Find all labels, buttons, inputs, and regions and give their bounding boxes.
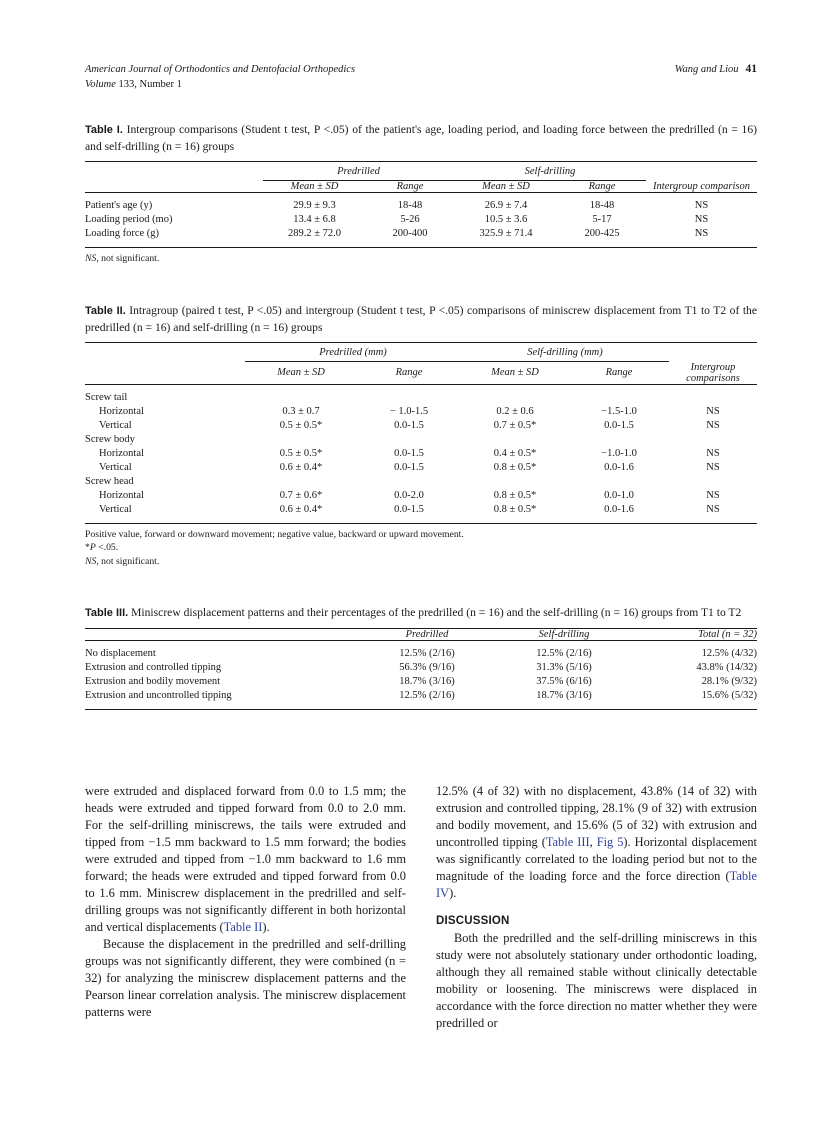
table-2-row-4-cell-2: 0.4 ± 0.5* (493, 447, 537, 459)
table-2-group-predrilled: Predrilled (mm) (245, 343, 461, 362)
table-2-row-2-cell-3: 0.0-1.5 (604, 419, 634, 431)
table-3-row-0-cell-2: 12.5% (4/32) (631, 640, 757, 661)
table-3-caption-text: Miniscrew displacement patterns and their percentages of the predrilled (n = 16) and the self-drilling (n = 16) groups from T1 to T2 (131, 606, 742, 619)
table-2-sub-header-row (85, 362, 757, 385)
table-2-subhead-3: Mean ± SD (491, 367, 539, 379)
table-1-subhead-1: Mean ± SD (290, 181, 339, 192)
table-2-row-4-label: Horizontal (99, 447, 144, 459)
right-paragraph-2: Both the predrilled and the self-drilling miniscrews in this study were not absolutely stationary under orthodontic loading, although they all remained stable without clinically detectable mobility or loosening. The miniscrews were displaced in accordance with the force direction no matter whether they were predrilled or (436, 931, 757, 1030)
table-1 (85, 161, 757, 248)
table-row (85, 640, 757, 661)
table-3-row-3-label: Extrusion and uncontrolled tipping (85, 689, 357, 710)
table-3-row-1-cell-0: 56.3% (9/16) (399, 661, 455, 673)
left-paragraph-2: Because the displacement in the predrilled and self-drilling groups was not significantly different, they were combined (n = 32) for analyzing the miniscrew displacement patterns and the Pearson linear correlation analysis. The miniscrew displacement patterns were (85, 937, 406, 1019)
volume-issue-value: 133, Number 1 (118, 79, 182, 90)
table-2-row-6-cell-4 (669, 475, 757, 489)
table-1-row-0-cell-2: 26.9 ± 7.4 (454, 193, 558, 214)
table-1-row-1-cell-2: 10.5 ± 3.6 (484, 214, 528, 225)
table-2-row-5-cell-4: NS (706, 461, 720, 473)
table-3-row-1-cell-2: 43.8% (14/32) (696, 661, 757, 673)
left-para-1-text-a: were extruded and displaced forward from 0.0 to 1.5 mm; the heads were extruded and tipped forward from 0.0 to 2.0 mm. For the self-drilling miniscrews, the tails were extruded and tipped from −1.5 mm backward to 1.5 mm forward; the bodies were extruded and tipped from −1.0 mm backward to 1.6 mm forward; the heads were extruded and tipped forward from 0.0 to 1.6 mm. Miniscrew displacement in the predrilled and self-drilling groups was not significantly different in both horizontal and vertical displacements ( (85, 784, 406, 934)
table-1-row-1-cell-3: 5-17 (592, 214, 612, 225)
table-3-number: Table III. (85, 607, 129, 619)
table-2-row-2-label: Vertical (99, 419, 132, 431)
table-2 (85, 342, 757, 524)
running-head (85, 62, 757, 92)
table-1-row-2-cell-4: NS (646, 227, 757, 248)
table-2-row-7-label: Horizontal (99, 489, 144, 501)
table-2-block (85, 303, 757, 568)
table-2-row-2-cell-0: 0.5 ± 0.5* (279, 419, 323, 431)
table-2-row-0-cell-1 (357, 384, 461, 405)
table-2-row-7-cell-1: 0.0-2.0 (394, 489, 424, 501)
table-2-row-1-label: Horizontal (99, 405, 144, 417)
table-1-note-0: NS, not significant. (85, 253, 160, 264)
table-2-group-header-row (85, 343, 757, 362)
running-head-right (675, 62, 757, 77)
table-1-row-0-label: Patient's age (y) (85, 193, 263, 214)
table-2-note-0: Positive value, forward or downward movement; negative value, backward or upward movement. (85, 528, 464, 540)
table-2-row-8-cell-3: 0.0-1.6 (569, 503, 669, 524)
table-2-row-8-label: Vertical (85, 503, 245, 524)
table-1-row-1-cell-0: 13.4 ± 6.8 (293, 214, 336, 225)
right-paragraph-1 (436, 783, 757, 902)
table-1-row-0-cell-4: NS (646, 193, 757, 214)
right-column (436, 783, 757, 1032)
table-1-row-2-cell-2: 325.9 ± 71.4 (454, 227, 558, 248)
right-para-1-text-a: 12.5% (4 of 32) with no displacement, 43.8% (14 of 32) with extrusion and controlled tipping, 28.1% (9 of 32) with extrusion and bodily movement, and 15.6% (5 of 32) with extrusion and uncontrolled tipping ( (436, 784, 757, 849)
table-1-number: Table I. (85, 124, 123, 136)
table-2-row-6-cell-0 (245, 475, 357, 489)
table-2-caption (85, 303, 757, 336)
table-1-group-blank (85, 162, 263, 181)
volume-issue (85, 77, 355, 92)
table-3-row-2-cell-2: 28.1% (9/32) (701, 675, 757, 687)
table-1-row-0-cell-0: 29.9 ± 9.3 (263, 193, 366, 214)
table-2-row-6-cell-3 (569, 475, 669, 489)
table-2-row-4-cell-0: 0.5 ± 0.5* (279, 447, 323, 459)
table-2-subhead-4: Range (605, 367, 633, 379)
table-2-number: Table II. (85, 305, 126, 317)
table-2-row-1-cell-0: 0.3 ± 0.7 (282, 405, 320, 417)
table-3-row-3-cell-0: 12.5% (2/16) (357, 689, 497, 710)
table-2-row-0-cell-4 (669, 384, 757, 405)
table-1-row-1-cell-4: NS (694, 214, 709, 225)
left-column (85, 783, 406, 1032)
body-text-columns (85, 783, 757, 1032)
table-1-row-1-cell-1: 5-26 (400, 214, 420, 225)
table-2-note-2: NS, not significant. (85, 555, 160, 567)
table-1-subhead-4: Range (588, 181, 616, 192)
table-2-row-7-cell-3: 0.0-1.0 (604, 489, 634, 501)
table-1-subhead-2: Range (396, 181, 424, 192)
crossref-fig-5[interactable]: Fig 5 (596, 835, 624, 849)
table-2-row-4-cell-3: −1.0-1.0 (601, 447, 637, 459)
author-names: Wang and Liou (674, 64, 739, 75)
table-3-caption (85, 605, 757, 622)
table-2-row-1-cell-4: NS (706, 405, 720, 417)
table-3-row-3-cell-2: 15.6% (5/32) (631, 689, 757, 710)
table-row (85, 447, 757, 461)
table-2-note-1: *P <.05. (85, 542, 119, 553)
right-para-1-text-b: ). Horizontal displacement was significantly correlated to the loading period but not to the magnitude of the loading force and the force direction ( (436, 835, 757, 883)
table-2-row-3-cell-3 (569, 433, 669, 447)
journal-name: American Journal of Orthodontics and Dentofacial Orthopedics (85, 64, 356, 75)
table-3-row-0-cell-0: 12.5% (2/16) (357, 640, 497, 661)
table-1-block (85, 122, 757, 266)
table-2-row-8-cell-2: 0.8 ± 0.5* (461, 503, 569, 524)
table-2-row-6-cell-1 (357, 475, 461, 489)
table-2-row-5-cell-2: 0.8 ± 0.5* (493, 461, 537, 473)
table-2-row-1-cell-2: 0.2 ± 0.6 (496, 405, 534, 417)
table-row (85, 475, 757, 489)
table-2-group-blank-2 (669, 343, 757, 362)
table-1-row-2-cell-3: 200-425 (558, 227, 646, 248)
table-3-header-3: Total (n = 32) (631, 628, 757, 640)
table-row (85, 213, 757, 227)
table-1-group-predrilled: Predrilled (263, 162, 454, 181)
table-row (85, 661, 757, 675)
right-para-1-text-c: ). (449, 886, 457, 900)
left-para-1-text-b: ). (262, 920, 270, 934)
table-row (85, 503, 757, 524)
table-1-caption (85, 122, 757, 155)
table-1-group-blank-2 (646, 162, 757, 181)
table-2-row-7-cell-0: 0.7 ± 0.6* (279, 489, 323, 501)
table-2-row-2-cell-1: 0.0-1.5 (394, 419, 424, 431)
table-1-row-0-cell-3: 18-48 (558, 193, 646, 214)
table-2-row-5-cell-3: 0.0-1.6 (604, 461, 634, 473)
crossref-table-4[interactable]: Table IV (436, 869, 757, 900)
table-2-row-5-label: Vertical (99, 461, 132, 473)
table-row (85, 489, 757, 503)
table-2-row-0-cell-2 (461, 384, 569, 405)
table-3-row-2-cell-0: 18.7% (3/16) (399, 675, 455, 687)
table-2-row-3-cell-1 (357, 433, 461, 447)
table-2-row-3-cell-4 (669, 433, 757, 447)
table-1-row-0-cell-1: 18-48 (366, 193, 454, 214)
table-row (85, 461, 757, 475)
section-heading-discussion: DISCUSSION (436, 915, 510, 927)
table-2-row-3-cell-0 (245, 433, 357, 447)
page-number: 41 (745, 63, 757, 75)
running-head-left (85, 62, 355, 92)
crossref-table-3[interactable]: Table III (545, 835, 590, 849)
table-2-row-7-cell-4: NS (706, 489, 720, 501)
table-2-subhead-1: Mean ± SD (277, 367, 325, 379)
table-3-row-0-label: No displacement (85, 640, 357, 661)
table-row (85, 405, 757, 419)
left-paragraph-1 (85, 783, 406, 936)
table-2-row-7-cell-2: 0.8 ± 0.5* (493, 489, 537, 501)
table-2-notes (85, 524, 757, 569)
table-3-header-0 (85, 628, 357, 640)
table-3-row-0-cell-1: 12.5% (2/16) (497, 640, 631, 661)
table-2-row-4-cell-1: 0.0-1.5 (394, 447, 424, 459)
table-3-header-1: Predrilled (357, 628, 497, 640)
table-2-row-1-cell-1: − 1.0-1.5 (389, 405, 429, 417)
table-row (85, 675, 757, 689)
table-2-subhead-0 (85, 362, 245, 385)
table-1-row-2-cell-0: 289.2 ± 72.0 (263, 227, 366, 248)
table-3-row-1-cell-1: 31.3% (5/16) (536, 661, 592, 673)
table-1-subhead-0 (85, 181, 263, 193)
table-2-group-selfdrilling: Self-drilling (mm) (461, 343, 669, 362)
table-row (85, 419, 757, 433)
table-2-row-1-cell-3: −1.5-1.0 (601, 405, 637, 417)
table-2-row-2-cell-2: 0.7 ± 0.5* (493, 419, 537, 431)
table-1-row-2-label: Loading force (g) (85, 227, 263, 248)
table-row (85, 433, 757, 447)
table-row (85, 193, 757, 214)
table-2-row-6-cell-2 (461, 475, 569, 489)
table-2-row-5-cell-1: 0.0-1.5 (394, 461, 424, 473)
table-3-header-row (85, 628, 757, 640)
table-2-row-6-label: Screw head (85, 475, 134, 487)
table-2-subhead-5: Intergroup comparisons (686, 361, 740, 384)
table-2-row-8-cell-1: 0.0-1.5 (357, 503, 461, 524)
table-2-row-8-cell-4: NS (669, 503, 757, 524)
table-2-caption-text: Intragroup (paired t test, P <.05) and intergroup (Student t test, P <.05) comparisons of miniscrew displacement from T1 to T2 of the predrilled (n = 16) and self-drilling (n = 16) groups (85, 304, 757, 334)
table-3-row-3-cell-1: 18.7% (3/16) (497, 689, 631, 710)
right-para-1-sep: , (589, 835, 597, 849)
table-2-group-blank (85, 343, 245, 362)
table-3-block (85, 605, 757, 710)
table-2-row-4-cell-4: NS (706, 447, 720, 459)
table-3 (85, 628, 757, 710)
table-3-row-2-cell-1: 37.5% (6/16) (536, 675, 592, 687)
table-2-row-3-label: Screw body (85, 433, 135, 445)
table-1-row-2-cell-1: 200-400 (366, 227, 454, 248)
table-2-row-5-cell-0: 0.6 ± 0.4* (279, 461, 323, 473)
table-2-row-0-cell-0 (245, 384, 357, 405)
table-1-row-1-label: Loading period (mo) (85, 214, 173, 225)
table-1-caption-text: Intergroup comparisons (Student t test, P <.05) of the patient's age, loading period, and loading force between the predrilled (n = 16) and self-drilling (n = 16) groups (85, 123, 757, 153)
table-row (85, 689, 757, 710)
table-1-group-selfdrilling: Self-drilling (454, 162, 646, 181)
table-2-row-2-cell-4: NS (706, 419, 720, 431)
table-3-row-1-label: Extrusion and controlled tipping (85, 661, 222, 673)
table-2-subhead-2: Range (395, 367, 423, 379)
table-2-row-0-label: Screw tail (85, 384, 245, 405)
crossref-table-2[interactable]: Table II (223, 920, 263, 934)
table-2-row-3-cell-2 (461, 433, 569, 447)
table-row (85, 227, 757, 248)
table-1-subhead-3: Mean ± SD (482, 181, 530, 192)
table-row (85, 384, 757, 405)
table-3-row-2-label: Extrusion and bodily movement (85, 675, 221, 687)
table-1-notes (85, 248, 757, 266)
table-2-row-8-cell-0: 0.6 ± 0.4* (245, 503, 357, 524)
table-3-header-2: Self-drilling (497, 628, 631, 640)
volume-label: Volume (85, 79, 116, 90)
table-1-group-header-row (85, 162, 757, 181)
table-1-sub-header-row (85, 181, 757, 193)
table-2-row-0-cell-3 (569, 384, 669, 405)
table-1-subhead-5: Intergroup comparison (653, 180, 750, 192)
